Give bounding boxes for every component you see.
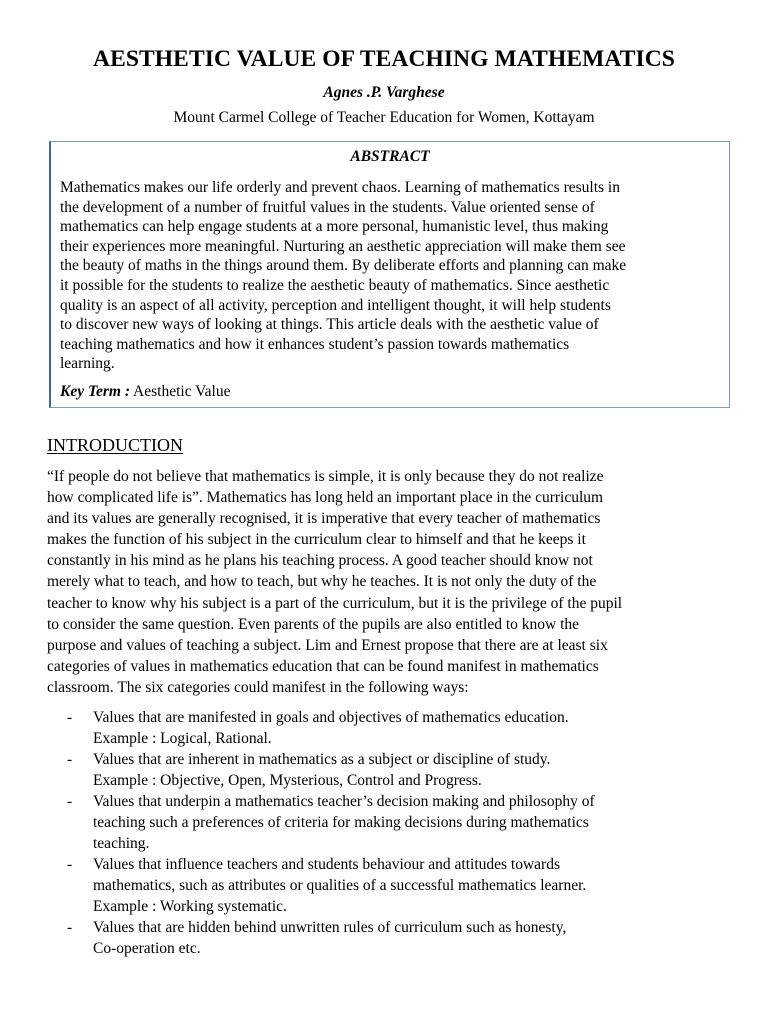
abstract-heading: ABSTRACT: [350, 148, 430, 165]
key-term-label: Key Term :: [60, 383, 131, 400]
list-item-line: Values that are inherent in mathematics as a subject or discipline of study.: [93, 751, 551, 768]
list-item-line: Values that influence teachers and students behaviour and attitudes towards: [93, 856, 561, 873]
list-item-line: Example : Working systematic.: [93, 898, 287, 915]
intro-line: “If people do not believe that mathematics is simple, it is only because they do not realize: [47, 468, 604, 485]
intro-line: to consider the same question. Even parents of the pupils are also entitled to know the: [47, 615, 580, 633]
values-list: [0, 707, 768, 959]
list-item-line: Values that are manifested in goals and objectives of mathematics education.: [93, 709, 569, 726]
abstract-line: the beauty of maths in the things around them. By deliberate efforts and planning can make: [60, 257, 627, 275]
abstract-line: to discover new ways of looking at things. This article deals with the aesthetic value of: [60, 316, 599, 334]
bullet-dash: -: [67, 919, 73, 936]
abstract-box: [49, 141, 730, 408]
abstract-line: it possible for the students to realize the aesthetic beauty of mathematics. Since aesthetic: [60, 276, 610, 294]
intro-line: categories of values in mathematics education that can be found manifest in mathematics: [47, 657, 599, 675]
bullet-dash: -: [67, 793, 73, 810]
bullet-dash: -: [67, 856, 73, 873]
abstract-line: Mathematics makes our life orderly and prevent chaos. Learning of mathematics results in: [60, 179, 620, 196]
introduction-text: [47, 466, 727, 698]
list-item: [0, 917, 768, 959]
intro-line: how complicated life is”. Mathematics has long held an important place in the curriculum: [47, 489, 604, 507]
intro-line: classroom. The six categories could manifest in the following ways:: [47, 678, 469, 696]
intro-line: constantly in his mind as he plans his teaching process. A good teacher should know not: [47, 552, 593, 570]
list-item-line: Values that are hidden behind unwritten rules of curriculum such as honesty,: [93, 919, 567, 936]
list-item-line: Values that underpin a mathematics teacher’s decision making and philosophy of: [93, 793, 595, 810]
abstract-line: the development of a number of fruitful values in the students. Value oriented sense of: [60, 198, 595, 216]
list-item-line: Example : Objective, Open, Mysterious, Control and Progress.: [93, 772, 482, 789]
abstract-line: learning.: [60, 355, 115, 373]
bullet-dash: -: [67, 709, 73, 726]
list-item: [0, 707, 768, 749]
intro-line: merely what to teach, and how to teach, but why he teaches. It is not only the duty of the: [47, 573, 597, 591]
abstract-text: [60, 178, 725, 374]
list-item-line: mathematics, such as attributes or qualities of a successful mathematics learner.: [93, 877, 587, 894]
list-item: [0, 791, 768, 854]
abstract-line: teaching mathematics and how it enhances student’s passion towards mathematics: [60, 335, 570, 353]
intro-line: makes the function of his subject in the curriculum clear to himself and that he keeps it: [47, 531, 586, 549]
key-term: [60, 382, 230, 402]
list-item-line: Co-operation etc.: [93, 940, 201, 957]
introduction-heading: INTRODUCTION: [47, 435, 183, 455]
list-item: [0, 749, 768, 791]
intro-line: purpose and values of teaching a subject. Lim and Ernest propose that there are at least six: [47, 636, 608, 654]
abstract-line: mathematics can help engage students at a more personal, humanistic level, thus making: [60, 218, 609, 236]
intro-line: and its values are generally recognised, it is imperative that every teacher of mathematics: [47, 510, 601, 528]
paper-author: Agnes .P. Varghese: [323, 84, 445, 101]
paper-affiliation: Mount Carmel College of Teacher Education for Women, Kottayam: [173, 109, 595, 126]
list-item: [0, 854, 768, 917]
key-term-value: Aesthetic Value: [130, 383, 231, 400]
bullet-dash: -: [67, 751, 73, 768]
intro-line: teacher to know why his subject is a part of the curriculum, but it is the privilege of the pupil: [47, 594, 623, 612]
list-item-line: Example : Logical, Rational.: [93, 730, 272, 747]
abstract-line: quality is an aspect of all activity, perception and intelligent thought, it will help students: [60, 296, 611, 314]
paper-title: AESTHETIC VALUE OF TEACHING MATHEMATICS: [93, 46, 675, 72]
list-item-line: teaching such a preferences of criteria for making decisions during mathematics: [93, 814, 589, 831]
abstract-line: their experiences more meaningful. Nurturing an aesthetic appreciation will make them see: [60, 237, 626, 255]
list-item-line: teaching.: [93, 835, 150, 852]
